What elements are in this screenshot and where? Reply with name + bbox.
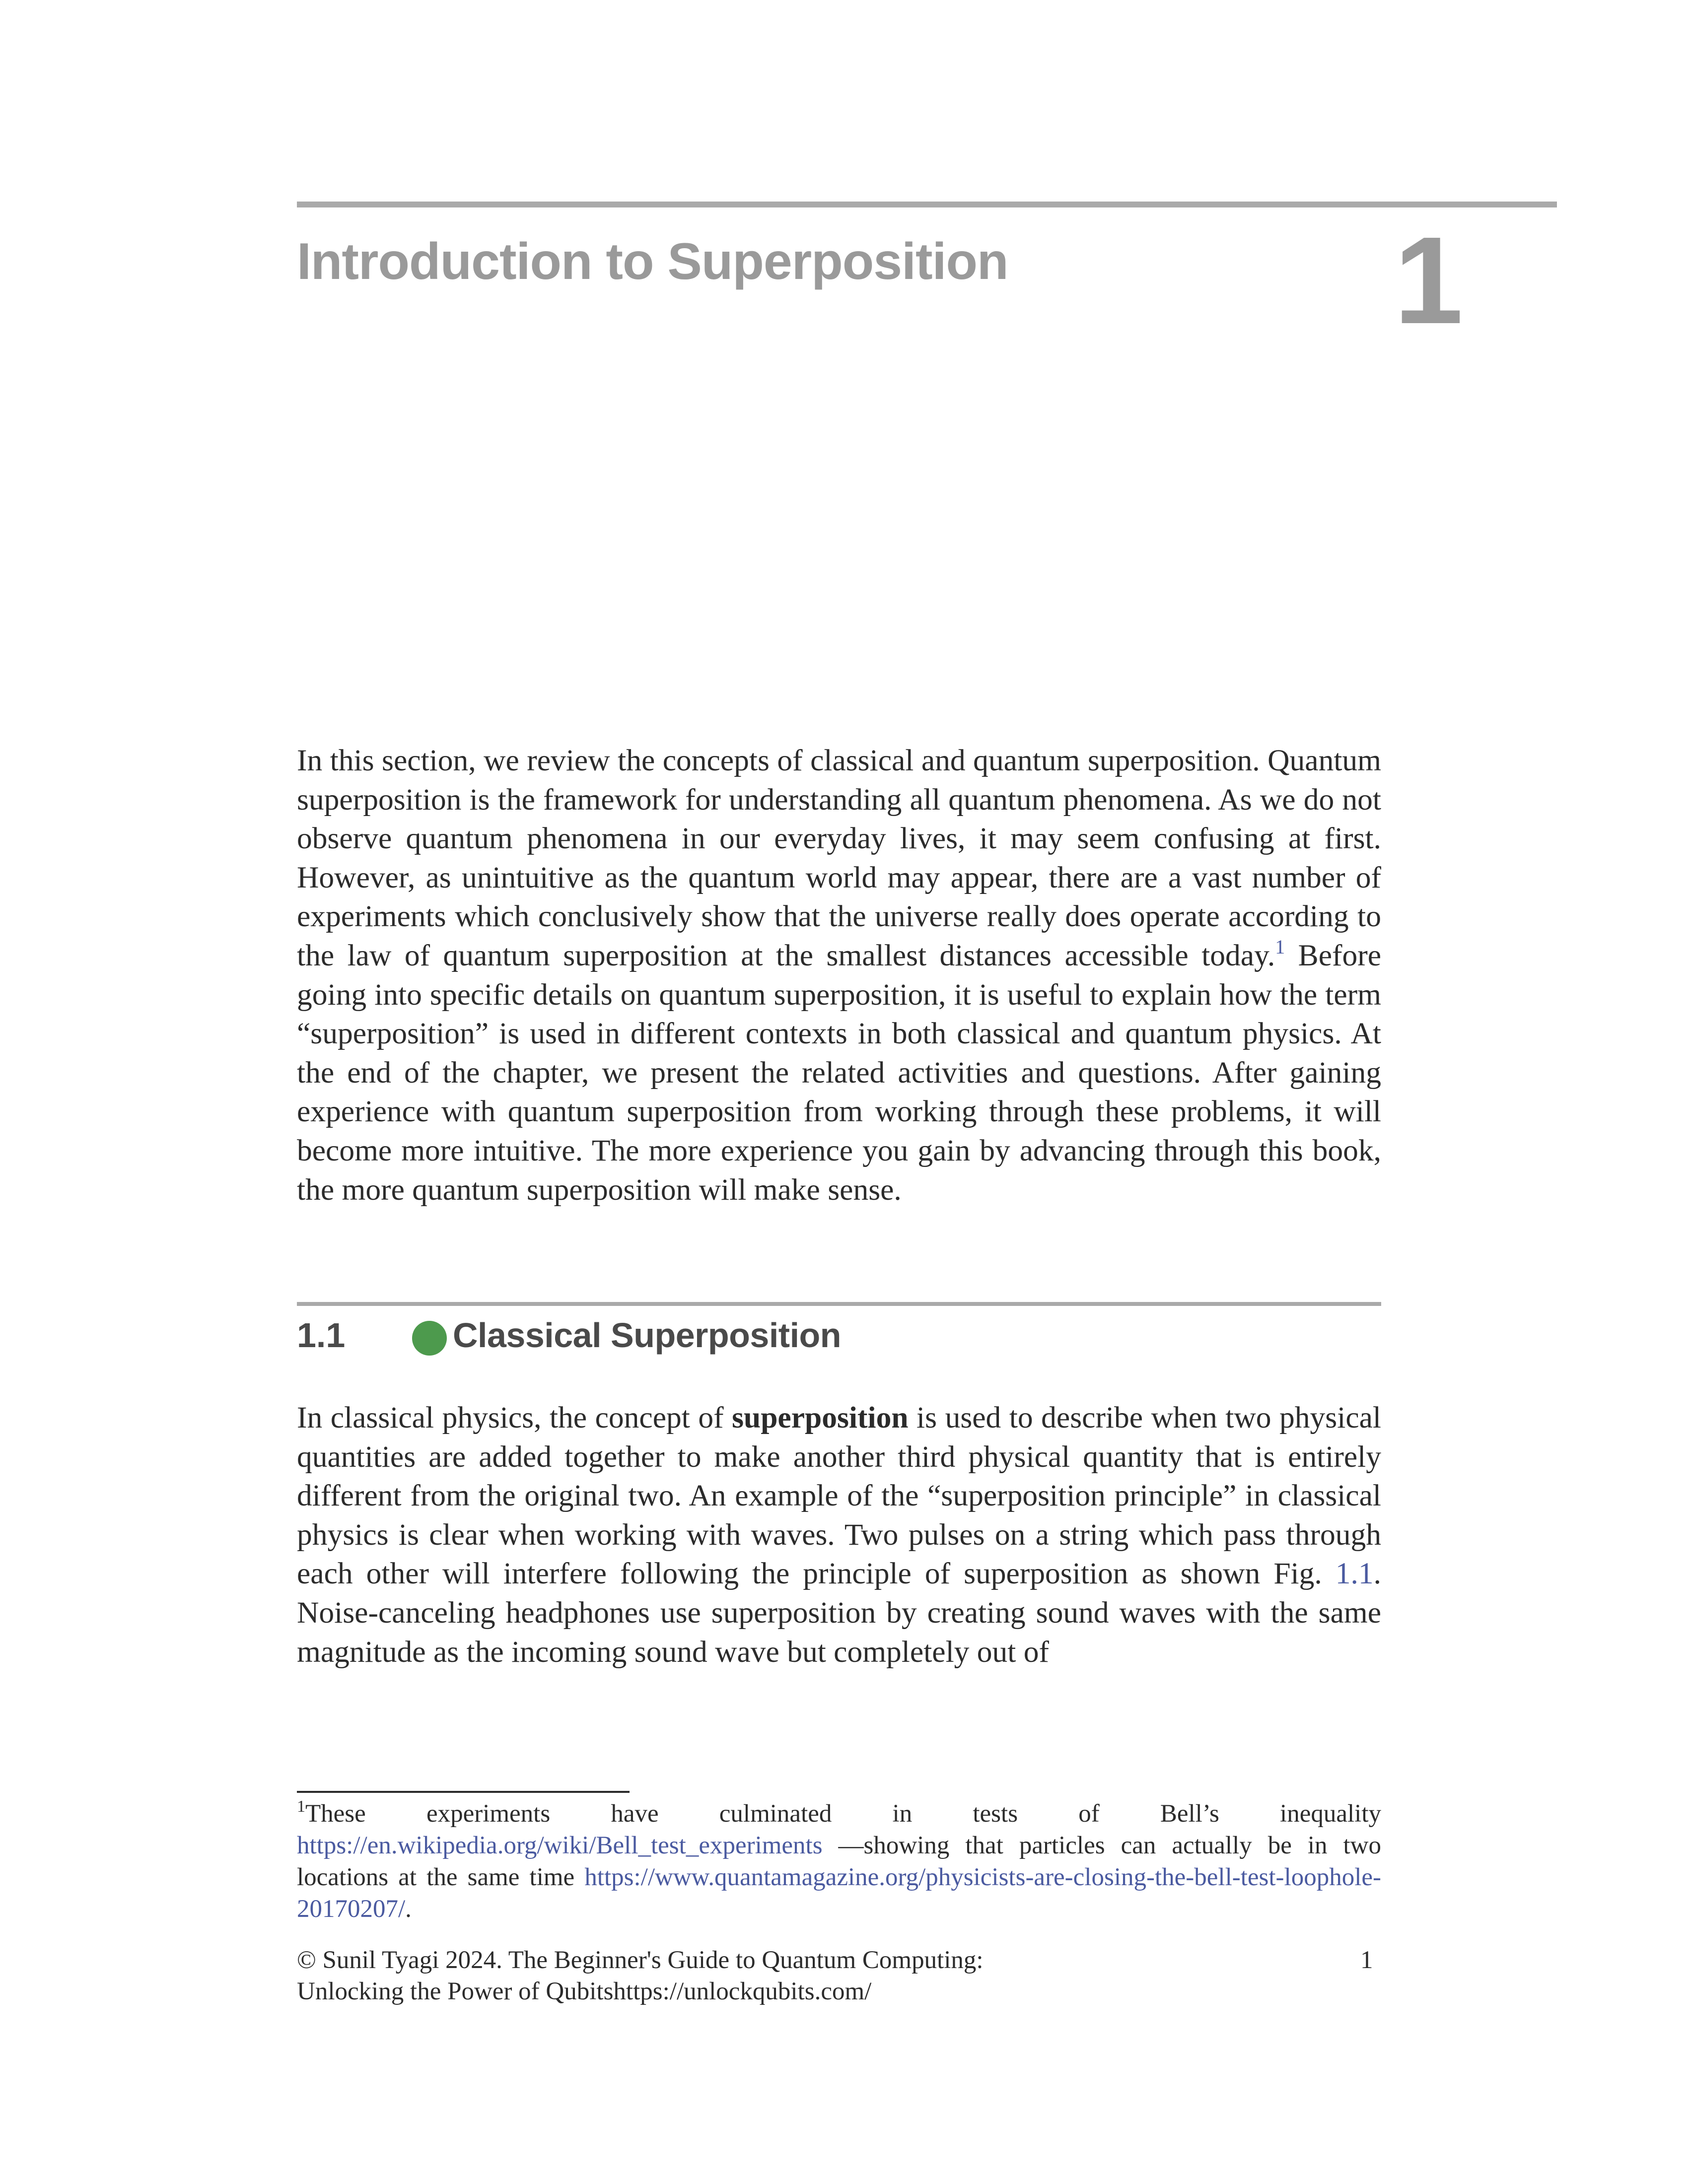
copyright-line2: Unlocking the Power of Qubitshttps://unlockqubits.com/ <box>297 1978 872 2005</box>
section-paragraph <box>297 1398 1381 1671</box>
copyright-notice <box>297 1945 984 2007</box>
footnote-text3: . <box>405 1895 412 1923</box>
footnote-link-wikipedia[interactable]: https://en.wikipedia.org/wiki/Bell_test_experiments <box>297 1832 823 1859</box>
footnote-rule <box>297 1791 630 1793</box>
footnote <box>297 1798 1381 1925</box>
footnote-link-quantamagazine[interactable]: https://www.quantamagazine.org/physicists-are-closing-the-bell-test-loophole-20170207/ <box>297 1863 1381 1923</box>
page-number: 1 <box>1360 1946 1373 1974</box>
copyright-line1: © Sunil Tyagi 2024. The Beginner's Guide to Quantum Computing: <box>297 1946 984 1974</box>
intro-paragraph <box>297 741 1381 1209</box>
intro-text-part1: In this section, we review the concepts of classical and quantum superposition. Quantum superposition is the framework for understanding all quantum phenomena. As we do not observe quantum phenomena in our everyday lives, it may seem confusing at first. However, as unintuitive as the quantum world may appear, there are a vast number of experiments which conclusively show that the universe really does operate according to the law of quantum superposition at the smallest distances accessible today. <box>297 744 1381 972</box>
figure-reference-link[interactable]: 1.1 <box>1335 1557 1374 1591</box>
section-text-part3: . Noise-canceling headphones use superposition by creating sound waves with the same magnitude as the incoming sound wave but completely out of <box>297 1557 1381 1669</box>
bold-term: superposition <box>732 1401 909 1434</box>
footnote-text2: —showing that particles can actually be in two locations at the same time <box>297 1832 1381 1891</box>
chapter-top-rule <box>297 202 1557 207</box>
chapter-title: Introduction to Superposition <box>297 233 1008 290</box>
intro-text-part2: Before going into specific details on quantum superposition, it is useful to explain how the term “superposition” is used in different contexts in both classical and quantum physics. At the end of the chapter, we present the related activities and questions. After gaining experience with quantum superposition from working through these problems, it will become more intuitive. The more experience you gain by advancing through this book, the more quantum superposition will make sense. <box>297 938 1382 1207</box>
section-level-dot-icon <box>412 1321 447 1356</box>
footnote-text1: These experiments have culminated in tests of Bell’s inequality <box>305 1800 1381 1828</box>
section-title: Classical Superposition <box>453 1316 842 1355</box>
section-text-part1: In classical physics, the concept of <box>297 1401 732 1434</box>
section-rule <box>297 1302 1381 1306</box>
section-text-part2: is used to describe when two physical quantities are added together to make another third physical quantity that is entirely different from the original two. An example of the “superposition principle” in classical physics is clear when working with waves. Two pulses on a string which pass through each other will interfere following the principle of superposition as shown Fig. <box>297 1401 1382 1591</box>
footnote-mark: 1 <box>297 1797 305 1816</box>
section-number: 1.1 <box>297 1316 346 1355</box>
chapter-number: 1 <box>1394 211 1464 349</box>
footnote-reference[interactable]: 1 <box>1275 935 1285 958</box>
